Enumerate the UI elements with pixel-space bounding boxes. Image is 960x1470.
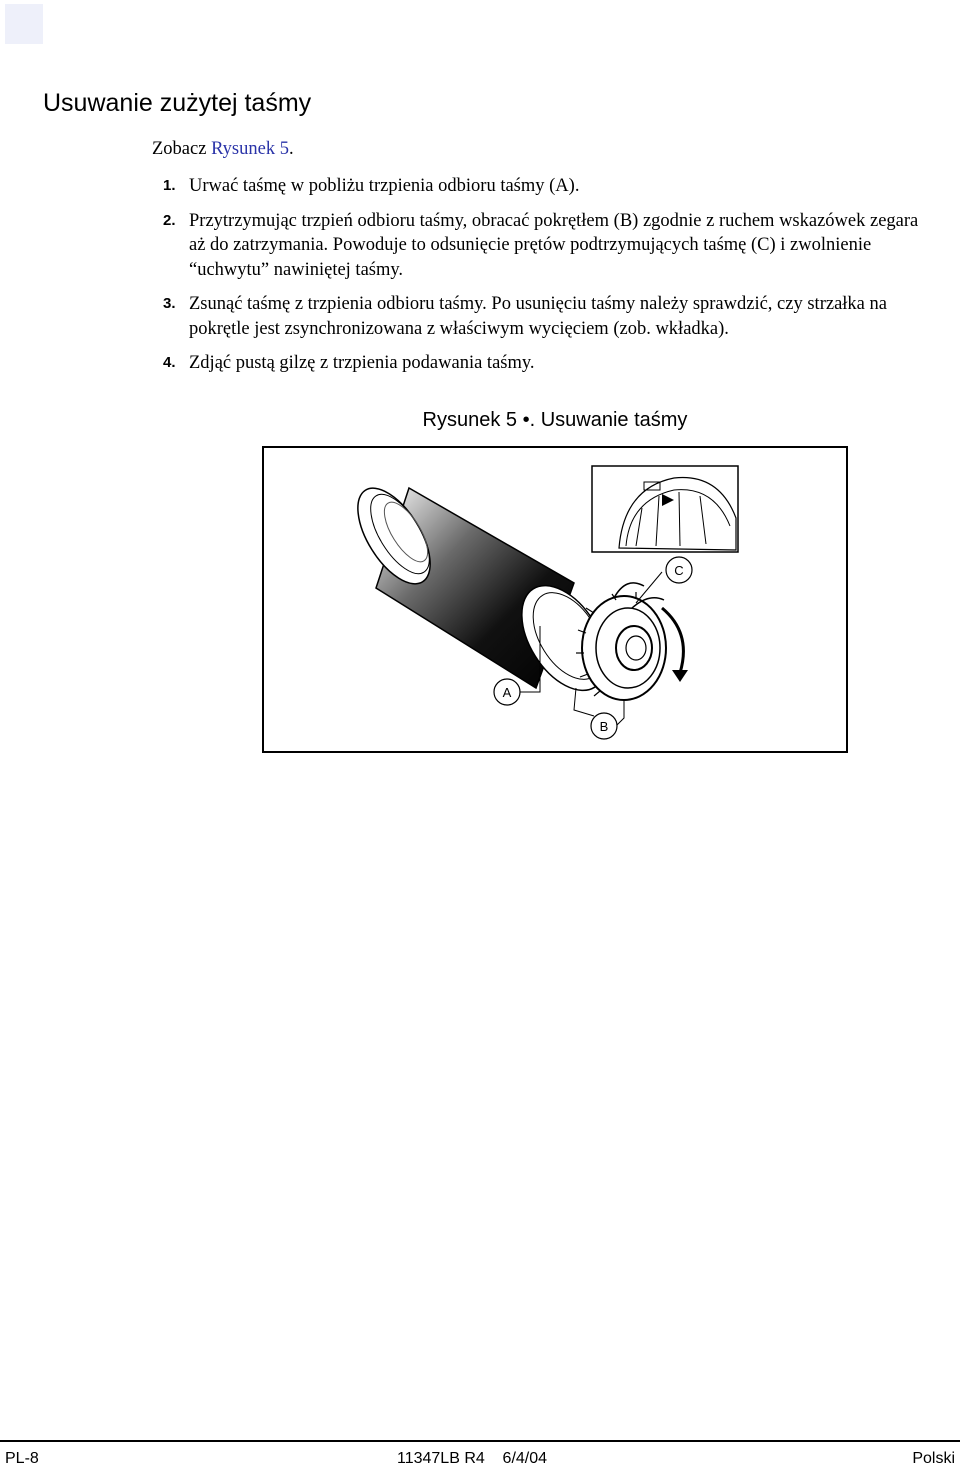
document-id: 11347LB R4 6/4/04 xyxy=(397,1450,548,1467)
step-text: Zsunąć taśmę z trzpienia odbioru taśmy. Po usunięciu taśmy należy sprawdzić, czy strzałka na pokrętle jest zsynchronizowana z właściwym wycięciem (zob. wkładka). xyxy=(189,294,887,339)
ribbon-removal-figure xyxy=(262,446,848,753)
step-text: Urwać taśmę w pobliżu trzpienia odbioru taśmy (A). xyxy=(189,176,580,196)
corner-marker xyxy=(5,4,43,44)
step-item xyxy=(152,292,932,341)
step-number: 2. xyxy=(163,211,176,229)
callout-c-label: C xyxy=(674,563,684,578)
step-item xyxy=(152,209,932,283)
intro-suffix: . xyxy=(288,139,294,159)
step-item xyxy=(152,351,932,376)
step-number: 3. xyxy=(163,295,176,312)
step-number: 1. xyxy=(163,177,176,194)
step-item xyxy=(152,174,932,199)
page-number: PL-8 xyxy=(5,1450,39,1467)
figure-caption: Rysunek 5 •. Usuwanie taśmy xyxy=(422,409,688,431)
figure-link[interactable]: Rysunek 5 xyxy=(211,139,289,159)
step-number: 4. xyxy=(163,354,176,371)
intro-line xyxy=(152,137,294,161)
callout-a-label: A xyxy=(502,685,512,700)
step-text: Zdjąć pustą gilzę z trzpienia podawania taśmy. xyxy=(189,353,535,373)
steps-list xyxy=(152,174,932,386)
page-footer xyxy=(0,1440,960,1470)
section-heading: Usuwanie zużytej taśmy xyxy=(43,89,312,117)
language-label: Polski xyxy=(912,1450,955,1467)
step-text: Przytrzymując trzpień odbioru taśmy, obracać pokrętłem (B) zgodnie z ruchem wskazówek zegara aż do zatrzymania. Powoduje to odsunięcie prętów podtrzymujących taśmę (C) i zwolnienie “uchwytu” nawiniętej taśmy. xyxy=(189,210,919,280)
ribbon-spindle-illustration xyxy=(264,448,846,751)
intro-prefix: Zobacz xyxy=(152,139,212,159)
callout-b-label: B xyxy=(599,719,609,734)
